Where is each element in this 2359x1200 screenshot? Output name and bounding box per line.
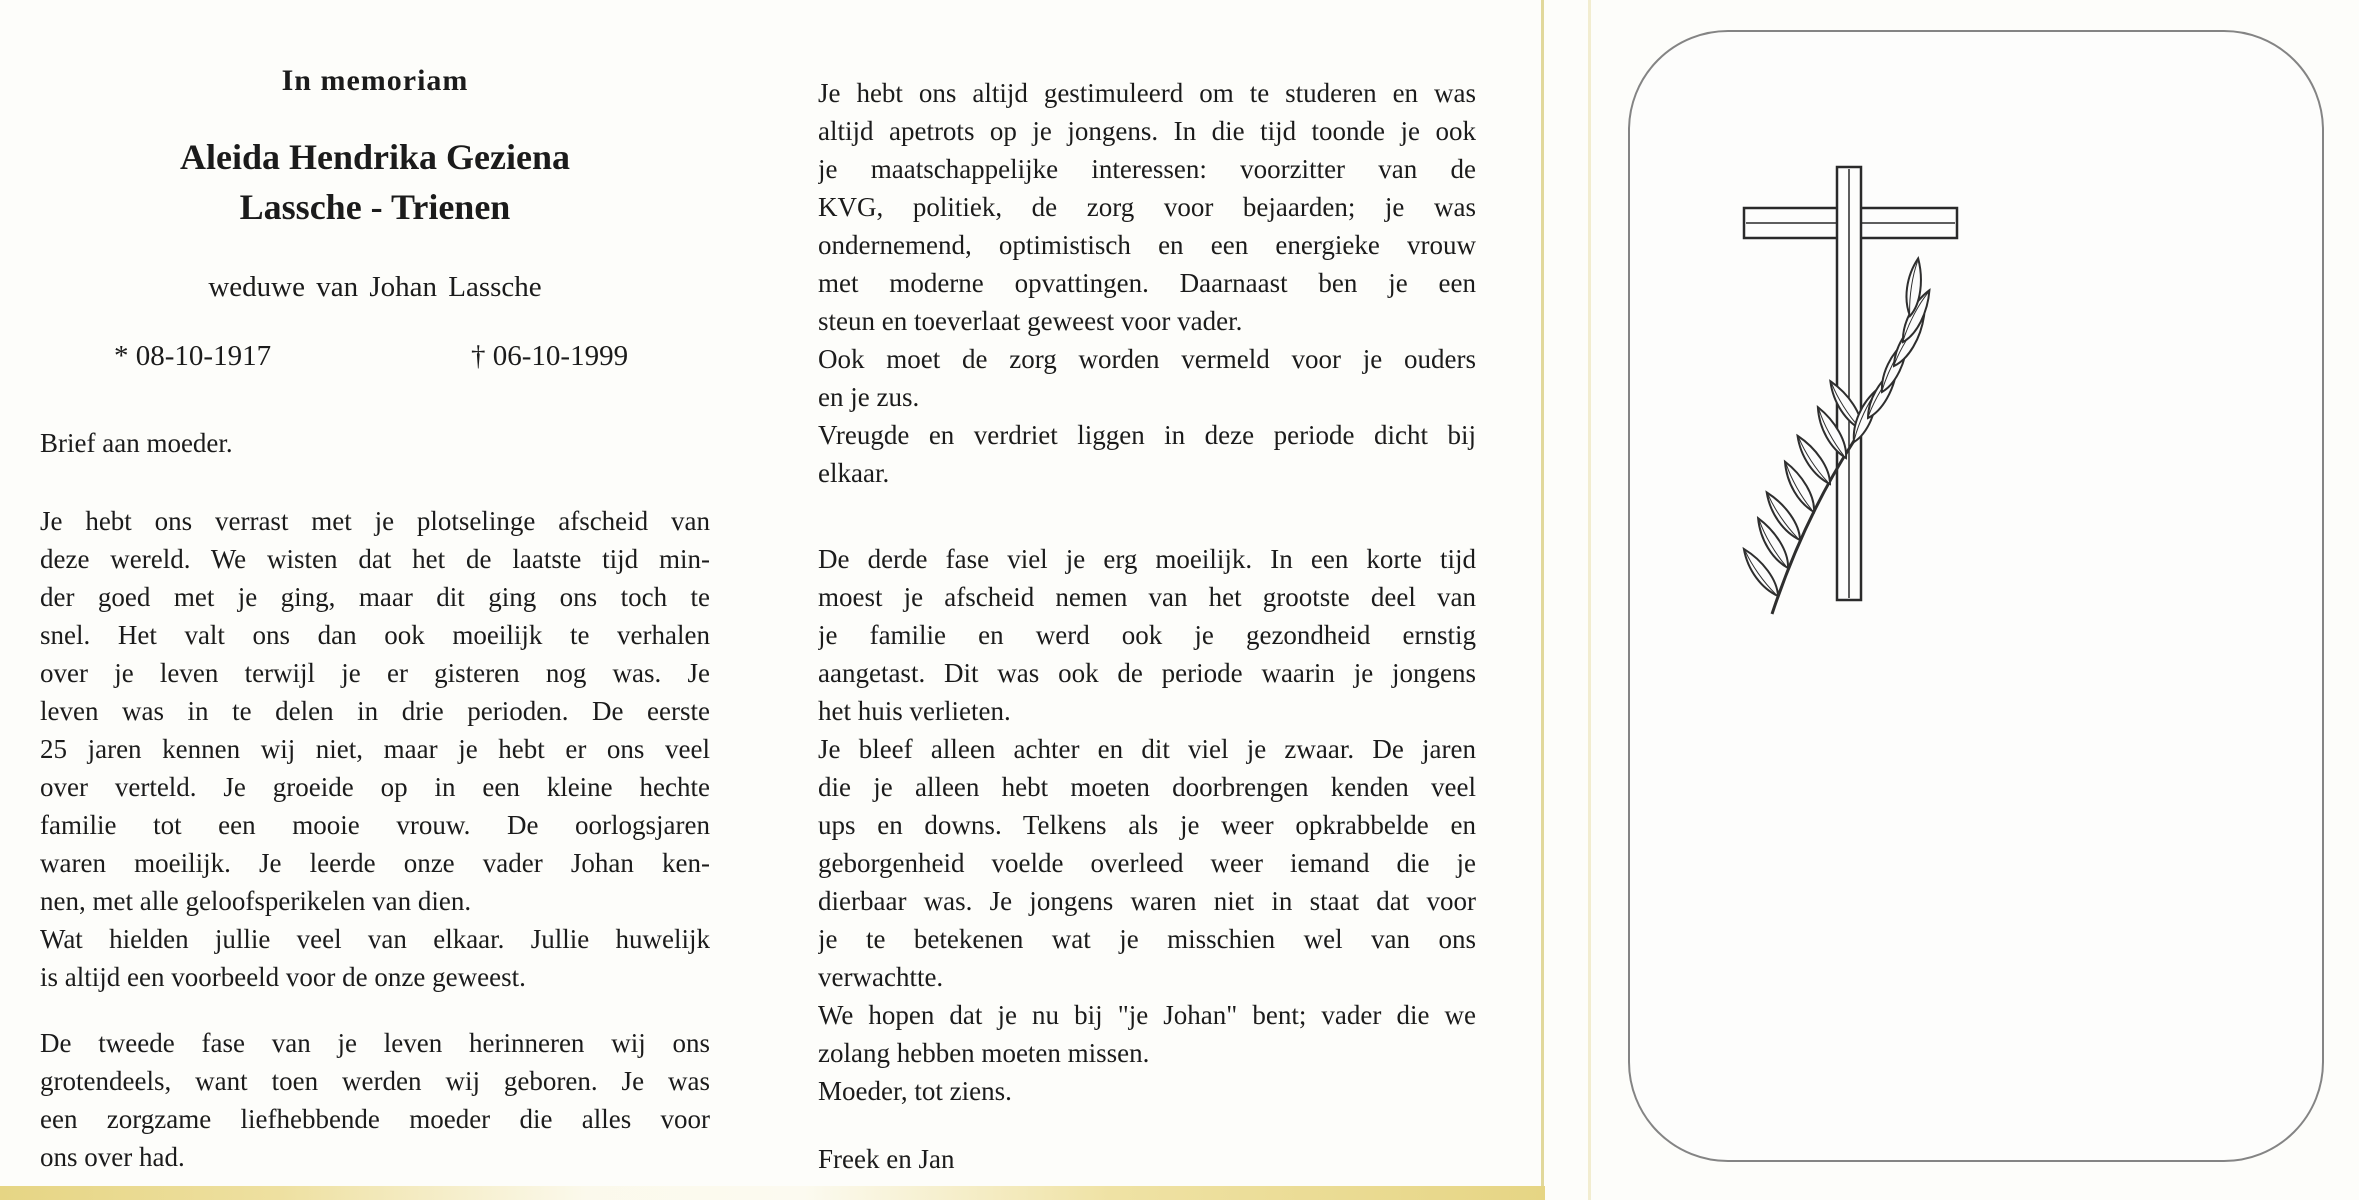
text-line: je te betekenen wat je misschien wel van ons <box>818 924 1476 954</box>
text-line: een zorgzame liefhebbende moeder die alles voor <box>40 1104 710 1134</box>
text-line: snel. Het valt ons dan ook moeilijk te verhalen <box>40 620 710 650</box>
text-line: over verteld. Je groeide op in een kleine hechte <box>40 772 710 802</box>
text-line: het huis verlieten. <box>818 696 1011 726</box>
text-line: die je alleen hebt moeten doorbrengen kenden veel <box>818 772 1476 802</box>
text-line: 25 jaren kennen wij niet, maar je hebt er ons veel <box>40 734 710 764</box>
page-fold-line <box>1541 0 1544 1200</box>
text-line: We hopen dat je nu bij "je Johan" bent; vader die we <box>818 1000 1476 1030</box>
text-line: De derde fase viel je erg moeilijk. In een korte tijd <box>818 544 1476 574</box>
birth-date: * 08-10-1917 <box>114 340 272 372</box>
text-block <box>40 502 710 996</box>
text-line: verwachtte. <box>818 962 944 992</box>
text-block <box>818 996 1476 1072</box>
in-memoriam-title: In memoriam <box>281 64 469 97</box>
deceased-name-line2: Lassche - Trienen <box>239 187 511 227</box>
deceased-name <box>40 132 710 232</box>
text-block <box>40 424 710 462</box>
text-line: dierbaar was. Je jongens waren niet in staat dat voor <box>818 886 1476 916</box>
text-block <box>818 1072 1476 1110</box>
text-line: Freek en Jan <box>818 1144 955 1174</box>
relation-line: weduwe van Johan Lassche <box>208 271 542 303</box>
text-line: waren moeilijk. Je leerde onze vader Johan ken- <box>40 848 710 878</box>
text-block <box>818 340 1476 416</box>
text-line: Moeder, tot ziens. <box>818 1076 1012 1106</box>
text-line: De tweede fase van je leven herinneren wij ons <box>40 1028 710 1058</box>
text-line: moest je afscheid nemen van het grootste deel van <box>818 582 1476 612</box>
left-column-text <box>40 424 710 1176</box>
text-line: Brief aan moeder. <box>40 428 233 458</box>
text-line: zolang hebben moeten missen. <box>818 1038 1150 1068</box>
text-line: over je leven terwijl je er gisteren nog was. Je <box>40 658 710 688</box>
right-panel-card <box>1628 30 2324 1162</box>
text-block <box>818 416 1476 492</box>
text-line: Vreugde en verdriet liggen in deze periode dicht bij <box>818 420 1476 450</box>
text-line: familie tot een mooie vrouw. De oorlogsjaren <box>40 810 710 840</box>
text-line: Ook moet de zorg worden vermeld voor je ouders <box>818 344 1476 374</box>
text-line: nen, met alle geloofsperikelen van dien. <box>40 886 472 916</box>
text-line: en je zus. <box>818 382 920 412</box>
text-line: is altijd een voorbeeld voor de onze geweest. <box>40 962 526 992</box>
page-edge-strip <box>0 1186 1545 1200</box>
text-line: aangetast. Dit was ook de periode waarin je jongens <box>818 658 1476 688</box>
text-line: Je hebt ons altijd gestimuleerd om te studeren en was <box>818 78 1476 108</box>
text-line: Je hebt ons verrast met je plotselinge afscheid van <box>40 506 710 536</box>
text-line: ondernemend, optimistisch en een energieke vrouw <box>818 230 1476 260</box>
text-line: elkaar. <box>818 458 890 488</box>
text-line: je familie en werd ook je gezondheid ernstig <box>818 620 1476 650</box>
text-line: altijd apetrots op je jongens. In die tijd toonde je ook <box>818 116 1476 146</box>
text-line: geborgenheid voelde overleed weer iemand die je <box>818 848 1476 878</box>
text-line: grotendeels, want toen werden wij geboren. Je was <box>40 1066 710 1096</box>
page-fold-line-faint <box>1588 0 1591 1200</box>
text-block <box>818 540 1476 730</box>
deceased-name-line1: Aleida Hendrika Geziena <box>180 137 570 177</box>
text-line: ons over had. <box>40 1142 185 1172</box>
text-line: deze wereld. We wisten dat het de laatste tijd min- <box>40 544 710 574</box>
text-line: leven was in te delen in drie perioden. De eerste <box>40 696 710 726</box>
text-line: Je bleef alleen achter en dit viel je zwaar. De jaren <box>818 734 1476 764</box>
text-block <box>818 1140 1476 1178</box>
text-line: Wat hielden jullie veel van elkaar. Jullie huwelijk <box>40 924 710 954</box>
text-line: der goed met je ging, maar dit ging ons toch te <box>40 582 710 612</box>
cross-and-wheat-illustration <box>1702 110 1972 650</box>
text-line: KVG, politiek, de zorg voor bejaarden; je was <box>818 192 1476 222</box>
text-line: je maatschappelijke interessen: voorzitter van de <box>818 154 1476 184</box>
death-date: † 06-10-1999 <box>471 340 629 372</box>
dates-row <box>40 340 710 378</box>
text-line: met moderne opvattingen. Daarnaast ben je een <box>818 268 1476 298</box>
text-line: ups en downs. Telkens als je weer opkrabbelde en <box>818 810 1476 840</box>
text-line: steun en toeverlaat geweest voor vader. <box>818 306 1243 336</box>
middle-column-text <box>818 74 1476 1178</box>
text-block <box>818 730 1476 996</box>
text-block <box>818 74 1476 340</box>
text-block <box>40 1024 710 1176</box>
